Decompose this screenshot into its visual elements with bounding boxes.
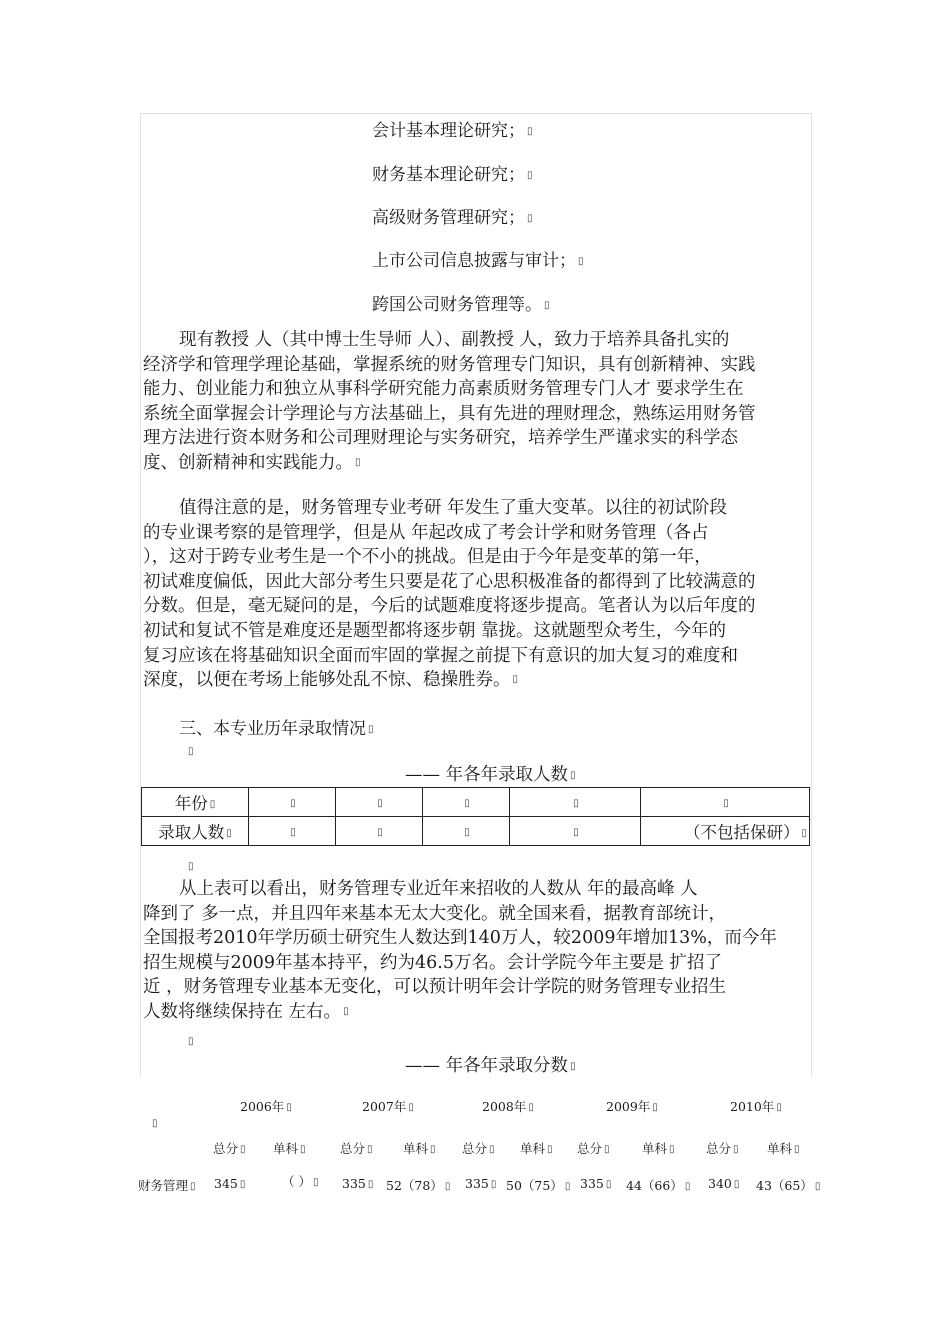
score-cell: 335 ▯ (580, 1176, 612, 1191)
empty-cell-marker: ▯ (152, 1118, 158, 1129)
table2-caption: —— 年各年录取分数 ▯ (405, 1056, 576, 1076)
score-cell: 335 ▯ (342, 1176, 374, 1191)
research-item: 财务基本理论研究； ▯ (372, 165, 533, 185)
score-cell: 345 ▯ (214, 1176, 246, 1191)
table-cell: ▯ (510, 788, 641, 817)
year-header: 2009年 ▯ (606, 1099, 658, 1114)
year-header: 2008年 ▯ (482, 1099, 534, 1114)
sub-header: 单科 ▯ (520, 1141, 553, 1156)
score-cell: （ ） ▯ (282, 1174, 319, 1189)
research-item: 高级财务管理研究； ▯ (372, 208, 533, 228)
sub-header: 总分 ▯ (462, 1141, 495, 1156)
row-label: 财务管理 ▯ (138, 1178, 196, 1193)
table-cell: ▯ (249, 817, 336, 846)
table-cell: 录取人数 ▯ (142, 817, 249, 846)
score-cell: 50（75） ▯ (506, 1178, 571, 1193)
sub-header: 单科 ▯ (403, 1141, 436, 1156)
score-cell: 43（65） ▯ (756, 1178, 821, 1193)
table-cell: ▯ (423, 788, 510, 817)
table-cell: ▯ (510, 817, 641, 846)
sub-header: 总分 ▯ (213, 1141, 246, 1156)
year-header: 2006年 ▯ (240, 1099, 292, 1114)
sub-header: 总分 ▯ (340, 1141, 373, 1156)
paragraph-faculty: 现有教授 人（其中博士生导师 人）、副教授 人，致力于培养具备扎实的 经济学和管理学理论基础，掌握系统的财务管理专门知识，具有创新精神、实践 能力、创业能力和独立从事科学研究能力高素质财务管理专门人才 要求学生在 系统全面掌握会计学理论与方法基础上，具有先进的理财理念，熟练运用财务管 理方法进行资本财务和公司理财理论与实务研究，培养学生严谨求实的科学态 度、创新精神和实践能力。 ▯ (143, 330, 756, 473)
empty-paragraph-marker: ▯ (188, 1036, 194, 1047)
table-row (142, 817, 810, 846)
score-cell: 340 ▯ (708, 1176, 740, 1191)
table-cell: ▯ (336, 817, 423, 846)
table-cell: ▯ (249, 788, 336, 817)
paragraph-analysis: 从上表可以看出，财务管理专业近年来招收的人数从 年的最高峰 人 降到了 多一点，并且四年来基本无太大变化。就全国来看，据教育部统计， 全国报考2010年学历硕士研究生人数达到140万人，较2009年增加13%，而今年 招生规模与2009年基本持平，约为46.5万名。会计学院今年主要是 扩招了 近 ，财务管理专业基本无变化，可以预计明年会计学院的财务管理专业招生 人数将继续保持在 左右。 ▯ (143, 879, 777, 1022)
sub-header: 单科 ▯ (767, 1141, 800, 1156)
table-cell: （不包括保研） ▯ (641, 817, 810, 846)
table-cell: ▯ (641, 788, 810, 817)
table1-caption: —— 年各年录取人数 ▯ (405, 765, 576, 785)
sub-header: 单科 ▯ (642, 1141, 675, 1156)
score-cell: 52（78） ▯ (386, 1178, 451, 1193)
year-header: 2010年 ▯ (730, 1099, 782, 1114)
table-cell: 年份 ▯ (142, 788, 249, 817)
section-heading: 三、本专业历年录取情况 ▯ (179, 719, 374, 739)
table-row (142, 788, 810, 817)
research-item: 上市公司信息披露与审计； ▯ (372, 251, 584, 271)
sub-header: 总分 ▯ (577, 1141, 610, 1156)
research-item: 会计基本理论研究； ▯ (372, 121, 533, 141)
admission-count-table (141, 787, 810, 846)
sub-header: 总分 ▯ (706, 1141, 739, 1156)
research-item: 跨国公司财务管理等。 ▯ (372, 295, 550, 315)
sub-header: 单科 ▯ (273, 1141, 306, 1156)
score-cell: 44（66） ▯ (626, 1178, 691, 1193)
score-cell: 335 ▯ (465, 1176, 497, 1191)
year-header: 2007年 ▯ (362, 1099, 414, 1114)
paragraph-exam: 值得注意的是，财务管理专业考研 年发生了重大变革。以往的初试阶段 的专业课考察的是管理学，但是从 年起改成了考会计学和财务管理（各占 ），这对于跨专业考生是一个不小的挑战。但是由于今年是变革的第一年， 初试难度偏低，因此大部分考生只要是花了心思积极准备的都得到了比较满意的 分数。但是，毫无疑问的是，今后的试题难度将逐步提高。笔者认为以后年度的 初试和复试不管是难度还是题型都将逐步朝 靠拢。这就题型众考生，今年的 复习应该在将基础知识全面而牢固的掌握之前提下有意识的加大复习的难度和 深度，以便在考场上能够处乱不惊、稳操胜券。 ▯ (143, 498, 756, 691)
table-cell: ▯ (423, 817, 510, 846)
table-cell: ▯ (336, 788, 423, 817)
empty-paragraph-marker: ▯ (188, 746, 194, 757)
empty-paragraph-marker: ▯ (188, 861, 194, 872)
